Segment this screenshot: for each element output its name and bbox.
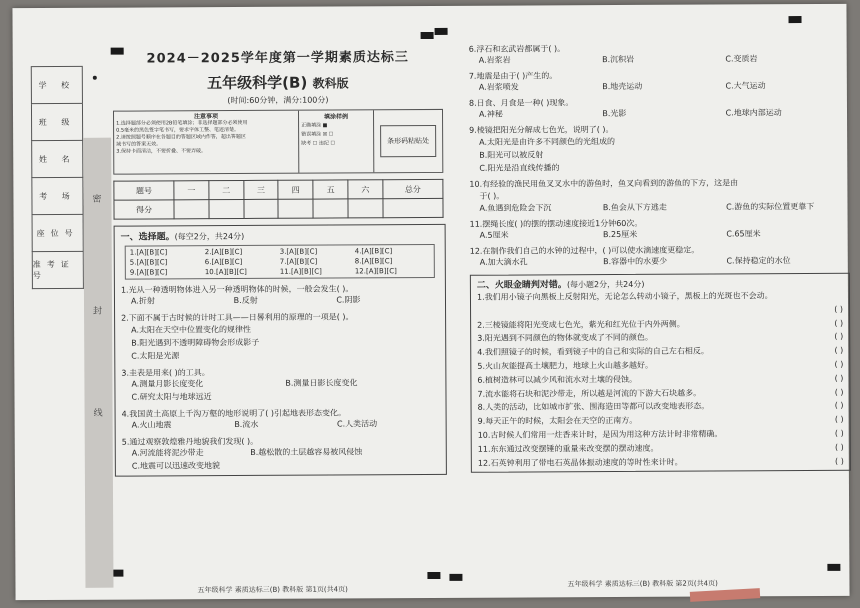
question-text: 10.有经验的渔民用鱼叉叉水中的游鱼时，鱼叉向看到的游鱼的下方，这是由 [469,178,739,189]
answer-paren[interactable]: ( ) [834,332,844,342]
option-row [469,107,849,121]
table-row [114,198,443,219]
option: C.地震可以迅速改变地貌 [131,461,221,471]
answer-paren[interactable]: ( ) [834,346,844,356]
option: A.加大滴水孔 [479,257,528,267]
section-title-text: 一、选择题。 [120,232,175,243]
notice-line: 1.选择题部分必须使用2B铅笔填涂；非选择题部分必须使用 [116,119,248,127]
question-text: 2.下面不属于古时候的计时工具——日晷利用的原理的一项是( )。 [121,312,354,323]
score-input-cell[interactable] [209,199,244,218]
answer-paren[interactable]: ( ) [834,304,844,314]
option: C.研究太阳与地球远近 [131,392,212,402]
option: A.河流能将泥沙带走 [131,448,204,458]
option: A.鱼遇到危险会下沉 [479,203,552,213]
binding-field: 座位号 [32,215,84,252]
answer-bubble[interactable]: 9.[A][B][C] [129,268,168,277]
option: A.太阳在天空中位置变化的规律性 [131,324,252,335]
binding-label-line: 线 [93,408,103,419]
judge-item [478,454,844,470]
answer-bubble[interactable]: 11.[A][B][C] [279,267,322,276]
binding-field: 考 场 [31,178,83,215]
judge-text: 12.石英钟利用了带电石英晶体振动速度的等时性来计时。 [477,457,683,468]
time-info: (时间:60分钟，满分:100分) [227,95,329,106]
answer-bubble[interactable]: 12.[A][B][C] [354,267,397,276]
registration-mark [427,572,440,579]
question-text: 1.光从一种透明物体进入另一种透明物体的时候，一般会发生( )。 [120,284,354,295]
question-text: 4.我国黄土高原上千沟万壑的地形说明了( )引起地表形态变化。 [121,408,347,419]
option: B.流水 [234,419,259,430]
table-cell: 得分 [114,200,174,219]
binding-band [83,138,113,588]
section-note: (每小题2分，共24分) [566,279,645,290]
question-text: 6.浮石和玄武岩都属于( )。 [468,44,566,54]
option: B.容器中的水要少 [603,256,668,267]
question-text: 9.棱镜把阳光分解成七色光，说明了( )。 [469,125,614,135]
answer-paren[interactable]: ( ) [834,428,844,438]
answer-paren[interactable]: ( ) [834,415,844,425]
option: A.岩浆岩 [478,55,511,65]
score-input-cell[interactable] [244,199,279,218]
fill-sample-box: 填涂样例 正确填涂 ■ 错误填涂 ☒ ☐ 缺考 ☐ 违纪 ☐ [299,110,374,172]
table-cell: 题号 [114,181,174,200]
exam-title: 2024－2025学年度第一学期素质达标三 [146,50,409,67]
binding-label-close: 封 [93,306,103,317]
sample-correct: 正确填涂 [301,122,322,129]
option: A.火山地震 [131,420,172,430]
binding-field: 班 级 [31,104,83,141]
section-judge [470,273,851,473]
registration-mark [421,32,434,39]
judge-text: 4.我们照镜子的时候，看到镜子中的自己和实际的自己左右相反。 [477,346,709,357]
question-text: 7.地震是由于( )产生的。 [468,71,558,81]
option: C.阳光是沿直线传播的 [479,163,560,173]
answer-bubble[interactable]: 8.[A][B][C] [354,257,393,266]
answer-bubble[interactable]: 3.[A][B][C] [279,247,318,256]
question-text-cont: 于( )。 [479,191,505,201]
question-text: 12.在制作我们自己的水钟的过程中，( )可以使水滴速度更稳定。 [469,245,700,256]
answer-grid [125,244,435,280]
notice-title: 注意事项 [193,113,219,121]
answer-bubble[interactable]: 7.[A][B][C] [279,257,318,266]
judge-text: 8.人类的活动，比如城市扩张、围海造田等都可以改变地表形态。 [477,401,710,413]
student-info-strip [31,66,84,286]
score-input-cell[interactable] [174,200,209,219]
subject-title [113,71,443,94]
section-choice [114,224,447,477]
sample-wrong: 错误填涂 [301,131,322,138]
score-input-cell[interactable] [313,199,348,218]
option: C.人类活动 [336,419,378,429]
table-cell: 六 [348,180,383,199]
answer-paren[interactable]: ( ) [834,442,844,452]
notice-line: 0.5毫米的黑色签字笔书写，要求字体工整、笔迹清楚。 [116,127,240,134]
option-column [121,322,439,363]
option: B.测量日影长度变化 [285,378,358,388]
notice-line: 3.保持卡面清洁，不要折叠、不要弄破。 [116,148,207,155]
section-note: (每空2分，共24分) [174,231,245,242]
judge-text: 7.流水能将石块和泥沙带走，所以越是河流的下游大石块越多。 [477,388,702,399]
answer-bubble[interactable]: 10.[A][B][C] [204,267,247,277]
score-input-cell[interactable] [348,199,383,218]
judge-text: 6.植树造林可以减少风和流水对土壤的侵蚀。 [477,374,638,385]
registration-mark [789,16,802,23]
judge-text: 3.阳光遇到不同颜色的物体就变成了不同的颜色。 [477,333,653,344]
option: A.折射 [130,296,155,306]
option: C.65厘米 [726,229,761,239]
table-cell: 三 [244,180,279,199]
binding-field: 准考证号 [32,252,84,289]
subject-name: 五年级科学(B) [207,73,308,93]
option-row [121,377,439,391]
table-cell: 五 [313,180,348,199]
answer-bubble[interactable]: 5.[A][B][C] [129,258,168,267]
option: C.地球内部运动 [725,108,782,118]
option-row [470,255,850,269]
option-row [469,201,849,215]
binding-label-seal: 密 [92,194,102,205]
binding-field: 姓 名 [31,141,83,178]
option: B.阳光遇到不透明障碍物会形成影子 [131,337,260,348]
option-column [122,458,440,473]
answer-bubble[interactable]: 4.[A][B][C] [354,247,393,256]
binding-field: 学 校 [31,66,83,104]
option: A.岩浆喷发 [478,82,519,92]
option: B.光影 [602,108,627,119]
score-input-cell[interactable] [383,198,443,217]
judge-text: 11.东东通过改变摆锤的重量来改变摆的摆动速度。 [477,443,659,454]
sample-title: 填涂样例 [323,113,349,121]
option: C.游鱼的实际位置更靠下 [726,201,815,212]
option-column [121,389,439,404]
option-row [121,294,439,308]
question-text: 11.摆绳长度( )的摆的摆动速度接近1分钟60次。 [469,218,643,229]
option: A.太阳光是由许多不同颜色的光组成的 [479,137,616,147]
table-row [114,179,443,200]
option: B.地壳运动 [602,81,643,92]
notice-line: 2.请按照题号顺序在各题目的答题区域内作答，超出答题区 [116,133,246,141]
answer-bubble[interactable]: 1.[A][B][C] [129,248,168,257]
question-text: 5.通过观察敦煌雅丹地貌我们发现( )。 [121,436,259,447]
sample-cheat: 违纪 [318,140,329,147]
dot-mark [93,76,97,80]
exam-paper [12,4,849,600]
option: B.25厘米 [602,229,638,240]
notice-box [114,111,299,174]
judge-text: 1.我们用小镜子向黑板上反射阳光，无论怎么转动小镜子，黑板上的光斑也不会动。 [476,291,773,302]
page-footer-right: 五年级科学 素质达标三(B) 教科版 第2页(共4页) [567,579,718,589]
option: A.5厘米 [479,230,509,240]
option-row [122,418,440,432]
notice-line: 域书写的答案无效。 [116,141,162,148]
score-input-cell[interactable] [278,199,313,218]
option: B.阳光可以被反射 [479,150,544,160]
answer-bubble[interactable]: 6.[A][B][C] [204,257,243,267]
registration-mark [435,28,448,35]
answer-paren[interactable]: ( ) [834,318,844,328]
page-footer-left: 五年级科学 素质达标三(B) 教科版 第1页(共4页) [197,585,348,595]
table-cell: 总分 [383,179,443,198]
right-page [469,42,851,473]
option: B.沉积岩 [602,54,635,65]
option: C.保持稳定的水位 [726,256,791,266]
option: B.鱼会从下方逃走 [602,202,667,213]
judge-text: 2.三棱镜能将阳光变成七色光，紫光和红光位于内外两侧。 [477,319,685,330]
judge-text: 9.每天正午的时候，太阳会在天空的正南方。 [477,416,638,426]
sample-absent: 缺考 [301,140,312,147]
option-column [469,134,849,175]
section-title [121,228,439,243]
registration-mark [449,574,462,581]
answer-paren[interactable]: ( ) [834,373,844,383]
option: C.变质岩 [725,54,758,64]
barcode-area [374,110,442,172]
table-cell: 四 [278,180,313,199]
option: A.神秘 [478,109,503,119]
table-cell: 二 [209,180,244,199]
question-text: 3.圭表是用来( )的工具。 [121,368,210,378]
question-text: 8.日食、月食是一种( )现象。 [468,98,574,108]
option: B.反射 [233,295,258,306]
answer-paren[interactable]: ( ) [835,456,844,466]
barcode-label: 条形码粘贴处 [380,125,436,157]
option: C.太阳是光源 [131,351,180,361]
option-row [122,446,440,460]
info-box [113,109,443,175]
section-title-text: 二、火眼金睛判对错。 [476,280,567,291]
judge-text: 5.火山灰能提高土壤肥力，地球上火山越多越好。 [477,360,653,371]
edition-label: 教科版 [312,76,349,91]
score-table [113,179,443,220]
answer-paren[interactable]: ( ) [834,387,844,397]
option-row [469,53,849,67]
option-row [470,228,850,242]
option: B.越松散的土层越容易被风侵蚀 [250,447,363,457]
answer-bubble[interactable]: 2.[A][B][C] [204,247,243,257]
left-page [113,46,445,477]
answer-paren[interactable]: ( ) [834,401,844,411]
option: C.阴影 [336,295,361,305]
answer-paren[interactable]: ( ) [834,359,844,369]
judge-text: 10.古时候人们常用一炷香来计时，是因为用这种方法计时非常精确。 [477,429,723,440]
option: C.大气运动 [725,81,766,91]
table-cell: 一 [174,181,209,200]
registration-mark [827,564,840,571]
option: A.测量月影长度变化 [131,379,204,389]
option-row [469,80,849,94]
